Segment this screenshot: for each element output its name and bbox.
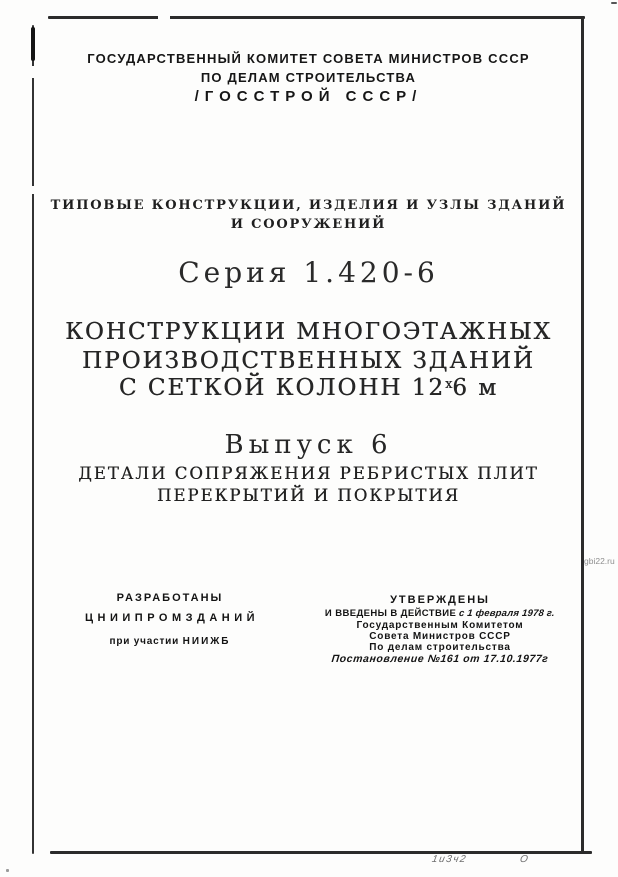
footer-scribble-left: 1и3ч2 [431,854,468,865]
approved-effective-typed: И ВВЕДЕНЫ В ДЕЙСТВИЕ [324,608,457,619]
main-title-line-2: ПРОИЗВОДСТВЕННЫХ ЗДАНИЙ [82,348,535,374]
authority-line-1: ГОСУДАРСТВЕННЫЙ КОМИТЕТ СОВЕТА МИНИСТРОВ СССР [87,51,530,66]
issue-number: Выпуск 6 [224,430,393,460]
scan-line-gap [158,15,170,21]
approved-by-line-1: Государственным Комитетом [356,620,524,631]
border-top [48,16,585,19]
scan-speck [611,2,617,4]
approved-effective-handwritten: с 1 февраля 1978 г. [458,608,556,619]
developed-org: ЦНИИПРОМЗДАНИЙ [85,612,260,624]
developed-participant-org: НИИЖБ [182,636,231,647]
issue-subtitle-line-1: ДЕТАЛИ СОПРЯЖЕНИЯ РЕБРИСТЫХ ПЛИТ [78,464,539,483]
issue-subtitle-line-2: ПЕРЕКРЫТИЙ И ПОКРЫТИЯ [156,486,461,505]
approved-by-line-2: Совета Министров СССР [369,631,511,642]
scan-speck [6,869,9,872]
approved-effective-line [320,608,560,619]
scan-line-gap [31,186,36,194]
series-caption-line-1: ТИПОВЫЕ КОНСТРУКЦИИ, ИЗДЕЛИЯ И УЗЛЫ ЗДАНИЙ [50,198,567,213]
approved-by-line-3: По делам строительства [369,642,511,653]
developed-participant [85,636,255,647]
approved-label: УТВЕРЖДЕНЫ [390,594,490,606]
footer-scribble-right: О [519,854,531,865]
series-caption-line-2: И СООРУЖЕНИЙ [230,217,387,232]
developed-label: РАЗРАБОТАНЫ [116,592,224,604]
developed-participant-prefix: при участии [109,636,180,647]
watermark-site: gbi22.ru [584,556,615,566]
series-number: Серия 1.420-6 [178,256,439,289]
main-title-line-3 [34,375,583,401]
title-grid-multiply: х [444,377,453,392]
main-title-line-1: КОНСТРУКЦИИ МНОГОЭТАЖНЫХ [65,319,552,345]
title-grid-span-b: 6 м [452,375,499,401]
title-grid-prefix: С СЕТКОЙ КОЛОНН [118,375,403,401]
approved-decree-line: Постановление №161 от 17.10.1977г [330,653,550,665]
authority-line-2: ПО ДЕЛАМ СТРОИТЕЛЬСТВА [200,70,417,85]
border-bottom [50,851,592,854]
authority-gosstroy: /ГОССТРОЙ СССР/ [194,88,423,105]
title-grid-span-a: 12 [411,375,445,401]
